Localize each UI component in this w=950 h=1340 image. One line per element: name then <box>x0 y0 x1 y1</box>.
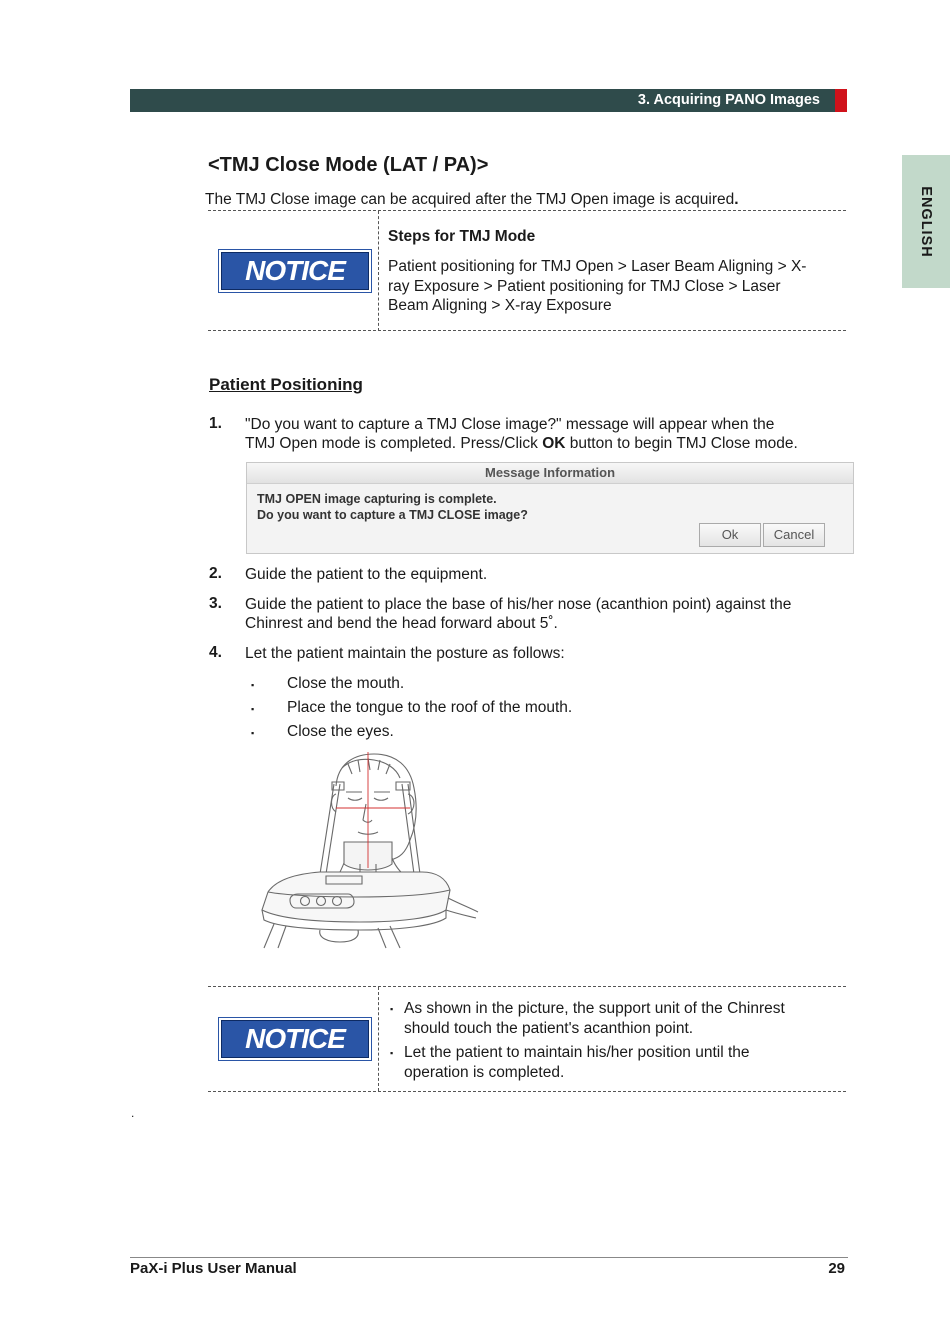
bullet-close-eyes: Close the eyes. <box>287 723 394 740</box>
chapter-title: 3. Acquiring PANO Images <box>637 92 820 108</box>
step-4-text: Let the patient maintain the posture as follows: <box>245 645 565 662</box>
section-title: <TMJ Close Mode (LAT / PA)> <box>208 154 489 176</box>
page-number: 29 <box>828 1260 845 1277</box>
step-1-line2-pre: TMJ Open mode is completed. Press/Click <box>245 435 543 452</box>
manual-name: PaX-i Plus User Manual <box>130 1260 297 1277</box>
step-1-ok-keyword: OK <box>542 435 566 452</box>
notice1-badge: NOTICE <box>221 252 369 290</box>
header-accent <box>835 89 847 112</box>
notice2-item-2-line1: Let the patient to maintain his/her position until the <box>404 1044 750 1061</box>
patient-positioning-title: Patient Positioning <box>209 375 363 394</box>
intro-text-main: The TMJ Close image can be acquired after the TMJ Open image is acquired <box>205 191 735 208</box>
bullet-icon: ▪ <box>390 1048 394 1058</box>
dialog-title: Message Information <box>247 463 853 484</box>
step-1-number: 1. <box>209 415 222 432</box>
notice2-item-1-line1: As shown in the picture, the support unit of the Chinrest <box>404 1000 785 1017</box>
step-3-number: 3. <box>209 595 222 612</box>
ok-button[interactable]: Ok <box>699 523 761 547</box>
footer-divider <box>130 1257 848 1258</box>
notice2-bottom-border <box>208 1091 846 1092</box>
step-3-line2: Chinrest and bend the head forward about 5˚. <box>245 615 558 632</box>
step-3-line1: Guide the patient to place the base of his/her nose (acanthion point) against the <box>245 596 792 613</box>
step-1-line2-post: button to begin TMJ Close mode. <box>565 435 798 452</box>
step-1-line1: "Do you want to capture a TMJ Close image?" message will appear when the <box>245 416 775 433</box>
notice1-divider <box>378 211 379 331</box>
intro-text-dot: . <box>734 191 739 208</box>
notice2-item-1-line2: should touch the patient's acanthion point. <box>404 1019 694 1037</box>
notice2-item-1 <box>404 999 785 1038</box>
language-tab <box>902 155 950 288</box>
bullet-icon: ▪ <box>251 704 255 714</box>
notice2-divider <box>378 987 379 1091</box>
step-1-text <box>245 415 798 453</box>
notice1-heading: Steps for TMJ Mode <box>388 228 536 245</box>
step-2-text: Guide the patient to the equipment. <box>245 566 488 583</box>
step-1-line2 <box>245 434 798 453</box>
notice2-top-border <box>208 986 846 987</box>
bullet-icon: ▪ <box>390 1004 394 1014</box>
cancel-button[interactable]: Cancel <box>763 523 825 547</box>
intro-text <box>205 191 739 209</box>
notice2-item-2-line2: operation is completed. <box>404 1063 565 1081</box>
notice1-line: ray Exposure > Patient positioning for TMJ Close > Laser <box>388 277 781 295</box>
dialog-message-line1: TMJ OPEN image capturing is complete. <box>257 492 497 506</box>
step-4-number: 4. <box>209 644 222 661</box>
notice1-top-border <box>208 210 846 211</box>
notice1-line: Patient positioning for TMJ Open > Laser Beam Aligning > X- <box>388 258 807 275</box>
patient-chinrest-illustration <box>250 748 480 953</box>
notice1-body <box>388 257 806 316</box>
step-3-text <box>245 595 791 633</box>
stray-dot: . <box>131 1106 135 1120</box>
notice1-line: Beam Aligning > X-ray Exposure <box>388 297 612 314</box>
bullet-icon: ▪ <box>251 728 255 738</box>
language-tab-label: ENGLISH <box>918 185 934 258</box>
step-2-number: 2. <box>209 565 222 582</box>
bullet-icon: ▪ <box>251 680 255 690</box>
notice1-bottom-border <box>208 330 846 331</box>
notice2-badge: NOTICE <box>221 1020 369 1058</box>
bullet-close-mouth: Close the mouth. <box>287 675 405 692</box>
message-dialog <box>246 462 854 554</box>
dialog-message-line2: Do you want to capture a TMJ CLOSE image? <box>257 508 528 522</box>
notice2-item-2 <box>404 1043 750 1082</box>
bullet-tongue: Place the tongue to the roof of the mouth. <box>287 699 573 716</box>
